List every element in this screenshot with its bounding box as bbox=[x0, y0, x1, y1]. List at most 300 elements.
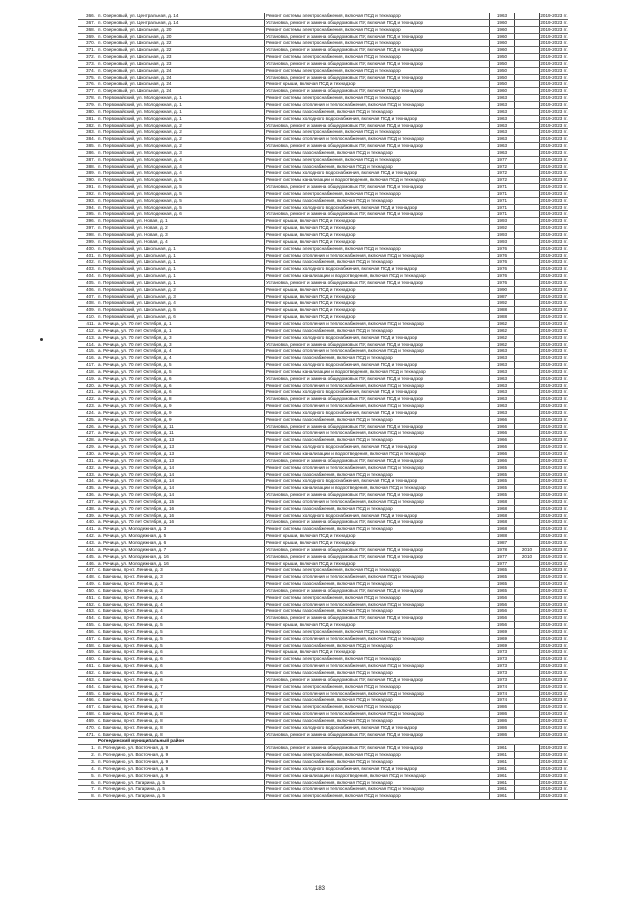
row-build-year: 1963 bbox=[496, 136, 508, 142]
table-row bbox=[78, 280, 568, 287]
row-work-type: Ремонт системы газоснабжения, включая ПСД и технадзор bbox=[266, 149, 393, 155]
column-divider bbox=[514, 348, 515, 354]
row-period: 2019-2023 гг. bbox=[540, 238, 568, 244]
column-divider bbox=[539, 376, 540, 382]
column-divider bbox=[514, 396, 515, 402]
row-build-year: 1966 bbox=[496, 430, 508, 436]
table-row bbox=[78, 95, 568, 102]
row-address: с. Бакчаны, пр-кт. Ленина, д. 8 bbox=[98, 717, 163, 723]
column-divider bbox=[514, 225, 515, 231]
row-work-type: Ремонт системы электроснабжения, включая ПСД и техназдор bbox=[266, 594, 401, 600]
row-work-type: Ремонт системы канализации и водоотведения, включая ПСД и технадзор bbox=[266, 177, 426, 183]
column-divider bbox=[539, 335, 540, 341]
row-work-type: Ремонт системы электроснабжения, включая ПСД и техназдор bbox=[266, 40, 401, 46]
row-work-type: Ремонт системы электроснабжения, включая ПСД и техназдор bbox=[266, 13, 401, 18]
row-address: а. Речица, ул. 70 лет Октября, д. 13 bbox=[98, 451, 175, 456]
column-divider bbox=[539, 513, 540, 519]
column-divider bbox=[514, 417, 515, 423]
column-divider bbox=[514, 629, 515, 635]
column-divider bbox=[539, 225, 540, 231]
row-work-type: Ремонт системы электроснабжения, включая ПСД и техназдор bbox=[266, 54, 401, 60]
row-work-type: Ремонт крыши, включая ПСД и технадзор bbox=[266, 238, 356, 244]
row-build-year: 1960 bbox=[496, 40, 508, 46]
row-period: 2019-2023 гг. bbox=[540, 54, 568, 60]
column-divider bbox=[539, 383, 540, 389]
column-divider bbox=[514, 725, 515, 731]
column-divider bbox=[514, 328, 515, 334]
row-address: п. Озерновый, ул. Школьная, д. 20 bbox=[98, 26, 172, 32]
row-number: 417. bbox=[86, 362, 95, 368]
table-row bbox=[78, 369, 568, 376]
row-address: п. Первомайский, ул. Школьная, д. 3 bbox=[98, 293, 176, 299]
column-divider bbox=[539, 177, 540, 183]
row-work-type: Установка, ремонт и замена общедомовых ПУ, включая ПСД и технадзор bbox=[266, 396, 424, 402]
table-row bbox=[78, 328, 568, 335]
row-address: п. Первомайский, ул. Молодежная, д. 1 bbox=[98, 115, 182, 121]
row-number: 423. bbox=[86, 403, 95, 409]
column-divider bbox=[514, 389, 515, 395]
column-divider bbox=[539, 253, 540, 259]
row-period: 2019-2023 гг. bbox=[540, 197, 568, 203]
row-build-year: 1965 bbox=[496, 478, 508, 484]
row-period: 2019-2023 гг. bbox=[540, 129, 568, 135]
table-row bbox=[78, 718, 568, 725]
row-work-type: Ремонт системы газоснабжения, включая ПСД и технадзор bbox=[266, 471, 393, 477]
table-row bbox=[78, 451, 568, 458]
row-build-year: 1963 bbox=[496, 13, 508, 18]
column-divider bbox=[514, 157, 515, 163]
row-number: 419. bbox=[86, 375, 95, 381]
row-address: а. Речица, ул. 70 лет Октября, д. 14 bbox=[98, 478, 175, 484]
column-divider bbox=[514, 287, 515, 293]
row-number: 410. bbox=[86, 314, 95, 320]
row-period: 2019-2023 гг. bbox=[540, 745, 568, 751]
column-divider bbox=[514, 335, 515, 341]
column-divider bbox=[514, 718, 515, 724]
column-divider bbox=[514, 711, 515, 717]
table-row bbox=[78, 745, 568, 752]
row-work-type: Ремонт системы отопления и теплоснабжения, включая ПСД и технадзор bbox=[266, 663, 424, 669]
row-address: п. Первомайский, ул. Новая, д. 2 bbox=[98, 225, 168, 231]
row-address: а. Речица, ул. 70 лет Октября, д. 14 bbox=[98, 492, 175, 498]
row-address: а. Речица, ул. 70 лет Октября, д. 15 bbox=[98, 498, 175, 504]
row-address: с. Бакчаны, пр-кт. Ленина, д. 5 bbox=[98, 635, 163, 641]
row-address: п. Рогнедино, ул. Гагарина, д. 5 bbox=[98, 786, 165, 792]
column-divider bbox=[539, 81, 540, 87]
row-work-type: Ремонт системы холодного водоснабжения, включая ПСД и технадзор bbox=[266, 444, 418, 450]
table-row bbox=[78, 485, 568, 492]
row-build-year: 1956 bbox=[496, 601, 508, 607]
table-row bbox=[78, 123, 568, 130]
table-row bbox=[78, 691, 568, 698]
row-number: 3. bbox=[91, 758, 95, 764]
row-number: 367. bbox=[86, 19, 95, 25]
row-work-type: Ремонт системы газоснабжения, включая ПСД и технадзор bbox=[266, 697, 393, 703]
row-period: 2019-2023 гг. bbox=[540, 717, 568, 723]
row-build-year: 1973 bbox=[496, 670, 508, 675]
table-row bbox=[78, 170, 568, 177]
row-work-type: Ремонт системы отопления и теплоснабжения, включая ПСД и технадзор bbox=[266, 403, 424, 409]
column-divider bbox=[539, 615, 540, 621]
row-address: с. Бакчаны, пр-кт. Ленина, д. 4 bbox=[98, 608, 163, 614]
row-number: 433. bbox=[86, 471, 95, 477]
row-period: 2019-2023 гг. bbox=[540, 314, 568, 320]
table-row bbox=[78, 519, 568, 526]
row-address: п. Озерновый, ул. Центральная, д. 14 bbox=[98, 19, 179, 25]
row-period: 2019-2023 гг. bbox=[540, 204, 568, 210]
row-work-type: Ремонт системы газоснабжения, включая ПСД и технадзор bbox=[266, 526, 393, 532]
column-divider bbox=[514, 451, 515, 457]
table-row bbox=[78, 109, 568, 116]
row-period: 2019-2023 гг. bbox=[540, 676, 568, 682]
column-divider bbox=[514, 547, 515, 553]
column-divider bbox=[539, 663, 540, 669]
row-build-year: 1961 bbox=[496, 779, 508, 785]
column-divider bbox=[514, 697, 515, 703]
row-address: п. Первомайский, ул. Молодежная, д. 5 bbox=[98, 177, 182, 183]
column-divider bbox=[514, 170, 515, 176]
row-number: 392. bbox=[86, 190, 95, 196]
table-row bbox=[78, 321, 568, 328]
column-divider bbox=[514, 766, 515, 772]
row-address: с. Бакчаны, пр-кт. Ленина, д. 3 bbox=[98, 587, 163, 593]
column-divider bbox=[514, 253, 515, 259]
column-divider bbox=[539, 47, 540, 53]
table-row bbox=[78, 458, 568, 465]
row-build-year: 1956 bbox=[496, 615, 508, 621]
row-number: 442. bbox=[86, 533, 95, 539]
row-number: 408. bbox=[86, 300, 95, 306]
table-row bbox=[78, 75, 568, 82]
table-row bbox=[78, 567, 568, 574]
row-address: п. Рогнедино, ул. Гагарина, д. 5 bbox=[98, 793, 165, 799]
row-work-type: Ремонт системы отопления и теплоснабжения, включая ПСД и технадзор bbox=[266, 574, 424, 580]
table-row bbox=[78, 506, 568, 513]
row-number: 457. bbox=[86, 635, 95, 641]
row-number: 375. bbox=[86, 74, 95, 80]
column-divider bbox=[539, 95, 540, 101]
table-row bbox=[78, 246, 568, 253]
row-address: с. Бакчаны, пр-кт. Ленина, д. 8 bbox=[98, 731, 163, 737]
row-period: 2019-2023 гг. bbox=[540, 163, 568, 169]
column-divider bbox=[539, 465, 540, 471]
column-divider bbox=[514, 581, 515, 587]
row-period: 2019-2023 гг. bbox=[540, 218, 568, 224]
column-divider bbox=[514, 752, 515, 758]
row-work-type: Ремонт крыши, включая ПСД и технадзор bbox=[266, 300, 356, 306]
row-address: а. Речица, ул. 70 лет Октября, д. 3 bbox=[98, 334, 172, 340]
table-row bbox=[78, 786, 568, 793]
column-divider bbox=[539, 369, 540, 375]
row-build-year: 1965 bbox=[496, 485, 508, 491]
table-row bbox=[78, 437, 568, 444]
row-number: 421. bbox=[86, 389, 95, 395]
section-heading-row bbox=[78, 738, 568, 745]
row-number: 7. bbox=[91, 786, 95, 792]
row-number: 372. bbox=[86, 54, 95, 60]
row-address: п. Озерновый, ул. Школьная, д. 24 bbox=[98, 67, 172, 73]
row-build-year: 1986 bbox=[496, 717, 508, 723]
row-period: 2019-2023 гг. bbox=[540, 19, 568, 25]
row-period: 2019-2023 гг. bbox=[540, 492, 568, 498]
column-divider bbox=[514, 684, 515, 690]
row-work-type: Ремонт системы газоснабжения, включая ПСД и технадзор bbox=[266, 642, 393, 648]
row-period: 2019-2023 гг. bbox=[540, 758, 568, 764]
row-number: 446. bbox=[86, 560, 95, 566]
column-divider bbox=[539, 492, 540, 498]
table-row bbox=[78, 684, 568, 691]
row-work-type: Ремонт системы электроснабжения, включая ПСД и техназдор bbox=[266, 67, 401, 73]
row-number: 402. bbox=[86, 259, 95, 265]
row-address: п. Первомайский, ул. Молодежная, д. 6 bbox=[98, 211, 182, 217]
row-build-year: 1976 bbox=[496, 279, 508, 285]
column-divider bbox=[539, 759, 540, 765]
row-period: 2019-2023 гг. bbox=[540, 697, 568, 703]
column-divider bbox=[539, 259, 540, 265]
row-period: 2019-2023 гг. bbox=[540, 26, 568, 32]
row-address: п. Озерновый, ул. Школьная, д. 23 bbox=[98, 54, 172, 60]
row-period: 2019-2023 гг. bbox=[540, 464, 568, 470]
row-work-type: Ремонт системы отопления и теплоснабжения, включая ПСД и технадзор bbox=[266, 382, 424, 388]
row-build-year: 1987 bbox=[496, 539, 508, 545]
column-divider bbox=[539, 561, 540, 567]
column-divider bbox=[539, 321, 540, 327]
row-build-year: 1950 bbox=[496, 74, 508, 80]
row-work-type: Ремонт системы отопления и теплоснабжения, включая ПСД и технадзор bbox=[266, 601, 424, 607]
table-row bbox=[78, 608, 568, 615]
column-divider bbox=[514, 424, 515, 430]
row-build-year: 1962 bbox=[496, 341, 508, 347]
table-row bbox=[78, 116, 568, 123]
row-build-year: 1976 bbox=[496, 273, 508, 279]
row-address: а. Речица, ул. 70 лет Октября, д. 6 bbox=[98, 375, 172, 381]
row-period: 2019-2023 гг. bbox=[540, 273, 568, 279]
row-address: а. Речица, ул. 70 лет Октября, д. 6 bbox=[98, 389, 172, 395]
table-row bbox=[78, 164, 568, 171]
row-work-type: Ремонт системы холодного водоснабжения, включая ПСД и технадзор bbox=[266, 765, 418, 771]
page-number: 183 bbox=[314, 886, 325, 892]
table-row bbox=[78, 300, 568, 307]
row-build-year: 1968 bbox=[496, 505, 508, 511]
row-address: п. Озерновый, ул. Центральная, д. 14 bbox=[98, 13, 179, 18]
row-work-type: Установка, ремонт и замена общедомовых ПУ, включая ПСД и технадзор bbox=[266, 375, 424, 381]
row-work-type: Ремонт системы газоснабжения, включая ПСД и технадзор bbox=[266, 758, 393, 764]
table-row bbox=[78, 88, 568, 95]
row-build-year: 1963 bbox=[496, 108, 508, 114]
table-row bbox=[78, 766, 568, 773]
row-address: а. Речица, ул. Молодежная, д. 6 bbox=[98, 539, 167, 545]
row-number: 394. bbox=[86, 204, 95, 210]
row-period: 2019-2023 гг. bbox=[540, 635, 568, 641]
column-divider bbox=[514, 465, 515, 471]
row-work-type: Ремонт системы холодного водоснабжения, включая ПСД и технадзор bbox=[266, 512, 418, 518]
row-number: 456. bbox=[86, 628, 95, 634]
table-row bbox=[78, 294, 568, 301]
table-row bbox=[78, 417, 568, 424]
row-build-year: 1965 bbox=[496, 464, 508, 470]
column-divider bbox=[539, 540, 540, 546]
column-divider bbox=[514, 40, 515, 46]
row-period: 2019-2023 гг. bbox=[540, 60, 568, 66]
row-number: 461. bbox=[86, 663, 95, 669]
row-build-year: 1965 bbox=[496, 574, 508, 580]
row-work-type: Ремонт системы холодного водоснабжения, включая ПСД и технадзор bbox=[266, 478, 418, 484]
row-number: 387. bbox=[86, 156, 95, 162]
row-number: 4. bbox=[91, 765, 95, 771]
row-work-type: Установка, ремонт и замена общедомовых ПУ, включая ПСД и технадзор bbox=[266, 47, 424, 53]
row-work-type: Ремонт системы электроснабжения, включая ПСД и техназдор bbox=[266, 628, 401, 634]
row-number: 425. bbox=[86, 416, 95, 422]
table-row bbox=[78, 129, 568, 136]
row-number: 378. bbox=[86, 95, 95, 101]
row-work-type: Ремонт системы отопления и теплоснабжения, включая ПСД и технадзор bbox=[266, 136, 424, 142]
row-period: 2019-2023 гг. bbox=[540, 81, 568, 87]
row-period: 2019-2023 гг. bbox=[540, 300, 568, 306]
column-divider bbox=[539, 410, 540, 416]
row-build-year: 1968 bbox=[496, 512, 508, 518]
column-divider bbox=[539, 574, 540, 580]
column-divider bbox=[514, 75, 515, 81]
row-number: 374. bbox=[86, 67, 95, 73]
row-work-type: Установка, ремонт и замена общедомовых ПУ, включая ПСД и технадзор bbox=[266, 88, 424, 94]
row-period: 2019-2023 гг. bbox=[540, 170, 568, 176]
row-build-year: 1977 bbox=[496, 553, 508, 559]
table-row bbox=[78, 13, 568, 20]
row-build-year: 1976 bbox=[496, 245, 508, 251]
column-divider bbox=[514, 615, 515, 621]
table-row bbox=[78, 61, 568, 68]
row-work-type: Установка, ремонт и замена общедомовых ПУ, включая ПСД и технадзор bbox=[266, 279, 424, 285]
column-divider bbox=[539, 266, 540, 272]
row-number: 460. bbox=[86, 656, 95, 662]
row-period: 2019-2023 гг. bbox=[540, 368, 568, 374]
row-number: 464. bbox=[86, 683, 95, 689]
row-period: 2019-2023 гг. bbox=[540, 567, 568, 573]
column-divider bbox=[514, 307, 515, 313]
column-divider bbox=[539, 61, 540, 67]
row-period: 2019-2023 гг. bbox=[540, 184, 568, 190]
row-build-year: 1993 bbox=[496, 218, 508, 224]
column-divider bbox=[539, 389, 540, 395]
row-period: 2019-2023 гг. bbox=[540, 101, 568, 107]
row-build-year: 1962 bbox=[496, 334, 508, 340]
row-period: 2019-2023 гг. bbox=[540, 505, 568, 511]
row-address: п. Озерновый, ул. Школьная, д. 23 bbox=[98, 60, 172, 66]
row-address: п. Первомайский, ул. Молодежная, д. 2 bbox=[98, 129, 182, 135]
row-work-type: Установка, ремонт и замена общедомовых ПУ, включая ПСД и технадзор bbox=[266, 553, 424, 559]
column-divider bbox=[514, 588, 515, 594]
row-number: 466. bbox=[86, 697, 95, 703]
row-work-type: Ремонт системы газоснабжения, включая ПСД и технадзор bbox=[266, 197, 393, 203]
column-divider bbox=[539, 314, 540, 320]
column-divider bbox=[539, 170, 540, 176]
row-address: а. Речица, ул. 70 лет Октября, д. 13 bbox=[98, 457, 175, 463]
column-divider bbox=[514, 636, 515, 642]
column-divider bbox=[514, 773, 515, 779]
column-divider bbox=[539, 581, 540, 587]
row-address: а. Речица, ул. 70 лет Октября, д. 4 bbox=[98, 355, 172, 361]
row-period: 2019-2023 гг. bbox=[540, 772, 568, 778]
row-address: а. Речица, ул. 70 лет Октября, д. 5 bbox=[98, 368, 172, 374]
row-number: 449. bbox=[86, 581, 95, 587]
row-build-year: 1978 bbox=[496, 546, 508, 552]
row-work-type: Ремонт системы газоснабжения, включая ПСД и технадзор bbox=[266, 437, 393, 443]
column-divider bbox=[539, 424, 540, 430]
row-build-year: 1966 bbox=[496, 423, 508, 429]
row-address: а. Речица, ул. Молодежная, д. 16 bbox=[98, 560, 169, 566]
row-build-year: 1974 bbox=[496, 697, 508, 703]
row-address: Рогнединский муниципальный район bbox=[98, 738, 185, 744]
column-divider bbox=[539, 670, 540, 676]
row-address: а. Речица, ул. 70 лет Октября, д. 9 bbox=[98, 403, 172, 409]
row-build-year: 1986 bbox=[496, 731, 508, 737]
row-address: п. Первомайский, ул. Молодежная, д. 2 bbox=[98, 122, 182, 128]
row-build-year: 1963 bbox=[496, 122, 508, 128]
row-period: 2019-2023 гг. bbox=[540, 136, 568, 142]
column-divider bbox=[539, 362, 540, 368]
table-row bbox=[78, 54, 568, 61]
row-work-type: Ремонт системы электроснабжения, включая ПСД и техназдор bbox=[266, 683, 401, 689]
table-row bbox=[78, 697, 568, 704]
column-divider bbox=[514, 116, 515, 122]
row-period: 2019-2023 гг. bbox=[540, 779, 568, 785]
row-number: 438. bbox=[86, 505, 95, 511]
column-divider bbox=[539, 294, 540, 300]
column-divider bbox=[514, 430, 515, 436]
row-address: п. Первомайский, ул. Молодежная, д. 5 bbox=[98, 190, 182, 196]
row-period: 2019-2023 гг. bbox=[540, 88, 568, 94]
row-build-year: 1968 bbox=[496, 519, 508, 525]
column-divider bbox=[514, 526, 515, 532]
table-row bbox=[78, 656, 568, 663]
scan-dot bbox=[40, 338, 43, 341]
row-work-type: Ремонт системы электроснабжения, включая ПСД и техназдор bbox=[266, 567, 401, 573]
column-divider bbox=[539, 588, 540, 594]
row-build-year: 1986 bbox=[496, 711, 508, 717]
row-build-year: 1993 bbox=[496, 238, 508, 244]
column-divider bbox=[539, 697, 540, 703]
column-divider bbox=[539, 458, 540, 464]
row-number: 5. bbox=[91, 772, 95, 778]
column-divider bbox=[539, 246, 540, 252]
row-address: п. Первомайский, ул. Молодежная, д. 5 bbox=[98, 204, 182, 210]
row-work-type: Установка, ремонт и замена общедомовых ПУ, включая ПСД и технадзор bbox=[266, 184, 424, 190]
row-build-year: 1973 bbox=[496, 663, 508, 669]
row-number: 412. bbox=[86, 327, 95, 333]
row-number: 445. bbox=[86, 553, 95, 559]
table-row bbox=[78, 424, 568, 431]
column-divider bbox=[514, 786, 515, 792]
row-number: 428. bbox=[86, 437, 95, 443]
table-row bbox=[78, 362, 568, 369]
row-build-year: 1960 bbox=[496, 88, 508, 94]
table-row bbox=[78, 649, 568, 656]
column-divider bbox=[539, 34, 540, 40]
table-row bbox=[78, 636, 568, 643]
column-divider bbox=[539, 732, 540, 738]
table-row bbox=[78, 287, 568, 294]
row-address: а. Речица, ул. 70 лет Октября, д. 14 bbox=[98, 464, 175, 470]
row-period: 2019-2023 гг. bbox=[540, 334, 568, 340]
column-divider bbox=[514, 123, 515, 129]
row-build-year: 1950 bbox=[496, 60, 508, 66]
row-number: 399. bbox=[86, 238, 95, 244]
row-address: а. Речица, ул. Молодежная, д. 5 bbox=[98, 533, 167, 539]
column-divider bbox=[514, 266, 515, 272]
row-build-year: 1963 bbox=[496, 403, 508, 409]
row-number: 371. bbox=[86, 47, 95, 53]
row-work-type: Ремонт крыши, включая ПСД и технадзор bbox=[266, 307, 356, 313]
